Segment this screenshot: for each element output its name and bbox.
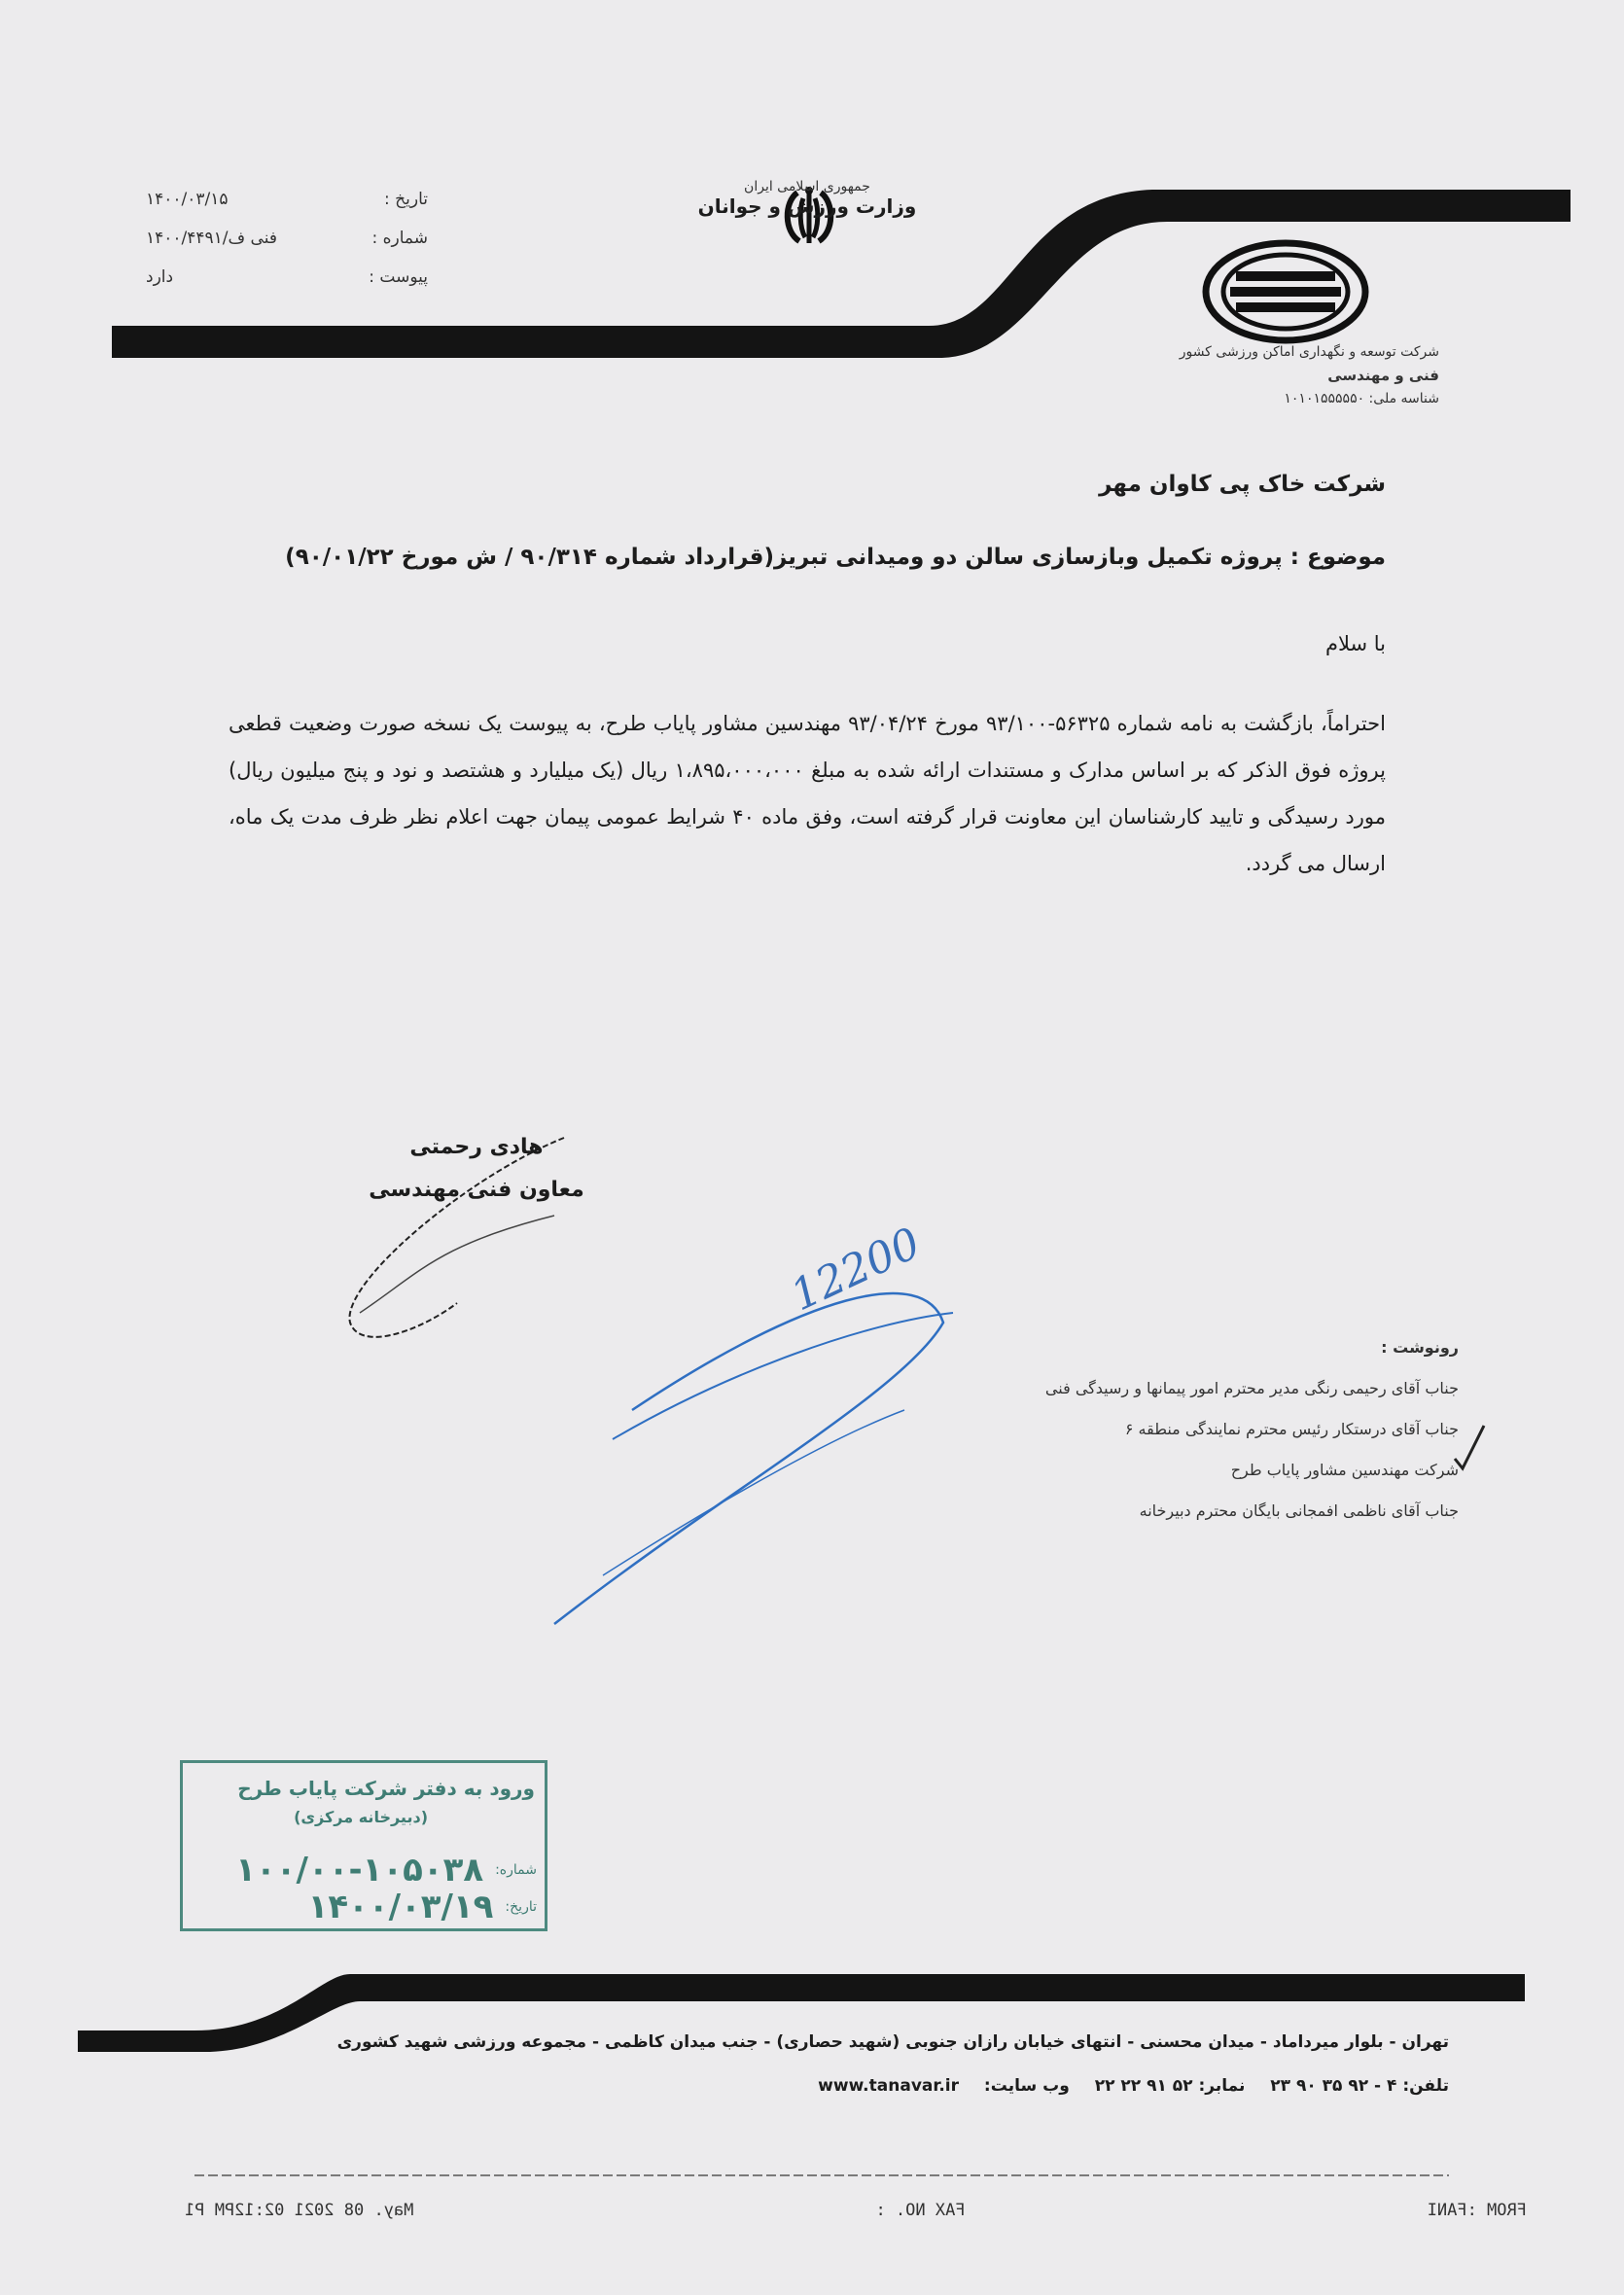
- copies-item: شرکت مهندسین مشاور پایاب طرح: [1230, 1461, 1459, 1479]
- fax-divider: [194, 2173, 1449, 2177]
- copies-heading: رونوشت :: [1381, 1338, 1459, 1357]
- number-label: شماره :: [371, 229, 428, 248]
- date-row: [146, 180, 428, 219]
- copies-item: جناب آقای درستکار رئیس محترم نمایندگی منطقه ۶: [1124, 1420, 1459, 1438]
- footer-phone: تلفن: ۴ - ۹۲ ۳۵ ۹۰ ۲۳: [1270, 2076, 1449, 2096]
- stamp-date-value: ۱۴۰۰/۰۳/۱۹: [307, 1888, 494, 1926]
- stamp-date-row: [191, 1888, 537, 1926]
- company-department: فنی و مهندسی: [1327, 367, 1439, 384]
- copies-item: جناب آقای رحیمی رنگی مدیر محترم امور پیمانها و رسیدگی فنی: [1044, 1379, 1459, 1397]
- greeting: با سلام: [1324, 632, 1386, 655]
- footer-website-label: وب سایت:: [983, 2076, 1070, 2096]
- number-value: ۱۴۰۰/۴۴۹۱/فنی ف: [146, 229, 277, 248]
- fax-number: FAX NO. :: [875, 2201, 966, 2220]
- signature-block: [350, 1126, 603, 1212]
- footer-swoosh: [0, 1945, 1624, 2071]
- stamp-subtitle: (دبیرخانه مرکزی): [294, 1808, 428, 1826]
- attachment-row: [146, 258, 428, 297]
- footer-address: تهران - بلوار میرداماد - میدان محسنی - انتهای خیابان رازان جنوبی (شهید حصاری) - جنب میدان کاظمی - مجموعه ورزشی شهید کشوری: [336, 2032, 1449, 2052]
- signatory-name: هادی رحمتی: [409, 1135, 544, 1159]
- received-stamp: [180, 1760, 547, 1931]
- stamp-number-label: شماره:: [495, 1862, 537, 1878]
- company-logo-icon: [1201, 238, 1371, 345]
- letter-body: احتراماً، بازگشت به نامه شماره ۵۶۳۲۵-۹۳/۱۰۰ مورخ ۹۳/۰۴/۲۴ مهندسین مشاور پایاب طرح، به پیوست یک نسخه صورت وضعیت قطعی پروژه فوق الذکر که بر اساس مدارک و مستندات ارائه شده به مبلغ ۱،۸۹۵،۰۰۰،۰۰۰ ریال (یک میلیارد و هشتصد و نود و پنج میلیون ریال) مورد رسیدگی و تایید کارشناسان این معاونت قرار گرفته است، وفق ماده ۴۰ شرایط عمومی پیمان جهت اعلام نظر ظرف مدت یک ماه، ارسال می گردد.: [229, 712, 1386, 875]
- copies-list: [797, 1327, 1459, 1532]
- ministry-name: وزارت ورزش و جوانان: [697, 194, 917, 218]
- stamp-number-row: [191, 1851, 537, 1889]
- stamp-title: ورود به دفتر شرکت پایاب طرح: [237, 1777, 535, 1800]
- date-value: ۱۴۰۰/۰۳/۱۵: [146, 190, 229, 209]
- date-label: تاریخ :: [384, 190, 428, 209]
- stamp-number-value: ۱۰۰/۰۰-۱۰۵۰۳۸: [235, 1851, 484, 1889]
- fax-from: FROM :FANI: [1427, 2201, 1527, 2220]
- company-national-id: شناسه ملی: ۱۰۱۰۱۵۵۵۵۵۰: [1284, 391, 1439, 406]
- attachment-value: دارد: [146, 267, 174, 287]
- copies-item: جناب آقای ناظمی افمجانی بایگان محترم دبیرخانه: [1139, 1501, 1459, 1520]
- footer-contact: [88, 2076, 1449, 2096]
- footer-website[interactable]: www.tanavar.ir: [818, 2076, 959, 2096]
- company-block: [1079, 340, 1439, 410]
- company-name: شرکت توسعه و نگهداری اماکن ورزشی کشور: [1179, 344, 1439, 360]
- fax-header: [185, 2201, 1527, 2220]
- handwritten-note: 12200: [783, 1218, 929, 1322]
- stamp-date-label: تاریخ:: [505, 1899, 537, 1915]
- attachment-label: پیوست :: [369, 267, 428, 287]
- number-row: [146, 219, 428, 258]
- fax-timestamp: May. 08 2021 02:12PM P1: [185, 2201, 414, 2220]
- ministry-block: [681, 175, 934, 218]
- ministry-country: جمهوری اسلامی ایران: [744, 179, 870, 194]
- subject-line: موضوع : پروژه تکمیل وبازسازی سالن دو ومیدانی تبریز(قرارداد شماره ۹۰/۳۱۴ / ش مورخ ۹۰/۰۱/۲۲): [285, 545, 1386, 570]
- footer-fax: نمابر: ۵۲ ۹۱ ۲۲ ۲۲: [1094, 2076, 1246, 2096]
- addressee: شرکت خاک پی کاوان مهر: [1099, 472, 1386, 497]
- letter-metadata: [146, 180, 428, 297]
- signatory-title: معاون فنی مهندسی: [369, 1178, 584, 1202]
